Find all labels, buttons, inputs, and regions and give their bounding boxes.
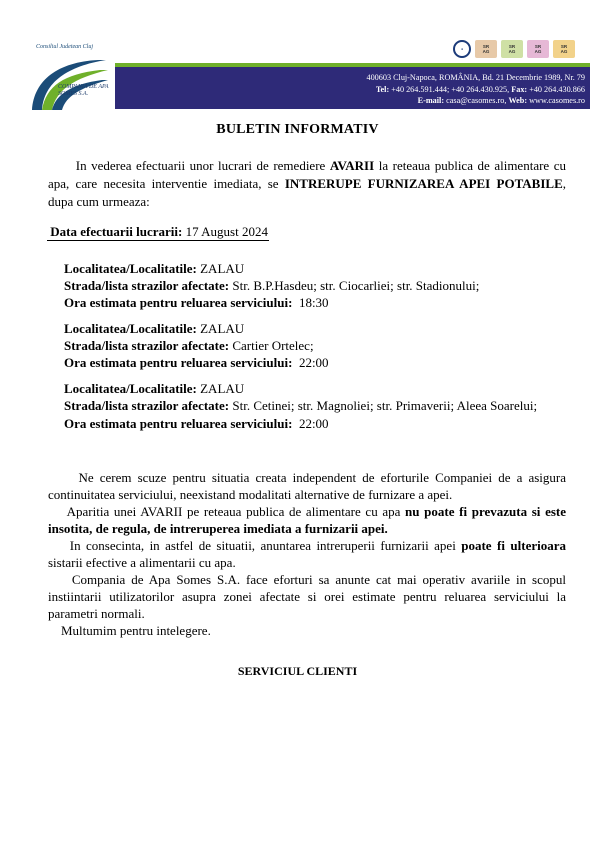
closing-text <box>48 469 566 639</box>
company-logo-text: COMPANIA DE APA SOMES S.A. <box>58 84 109 97</box>
certifications <box>453 40 575 58</box>
phone-fax: Tel: +40 264.591.444; +40 264.430.925, Fax: +40 264.430.866 <box>375 84 585 94</box>
web-link[interactable]: www.casomes.ro <box>529 96 585 105</box>
signature: SERVICIUL CLIENTI <box>237 664 358 678</box>
contact-band-accent <box>115 63 590 67</box>
certification-seal-icon: ● <box>453 40 471 58</box>
outage-notice-paragraph: Aparitia unei AVARII pe reteaua publica de alimentare cu apa nu poate fi prevazuta si este insotita, de regula, de intreruperea imediata a furnizarii apei. <box>48 504 567 536</box>
thanks-paragraph: Multumim pentru intelegere. <box>61 623 211 638</box>
certification-badge: SR AG <box>475 40 497 58</box>
outage-block: Localitatea/Localitatile: ZALAU Strada/lista strazilor afectate: Str. B.P.Hasdeu; str. Ciocarliei; str. Stadionului; Ora estimata pentru reluarea serviciului: 18:30 <box>64 261 480 310</box>
outage-block: Localitatea/Localitatile: ZALAU Strada/lista strazilor afectate: Str. Cetinei; str. Magnoliei; str. Primaverii; Aleea Soarelui; Ora estimata pentru reluarea serviciului: 22:00 <box>64 381 538 431</box>
email-web: E-mail: casa@casomes.ro, Web: www.casomes.ro <box>417 96 585 105</box>
certification-badge: SR AG <box>553 40 575 58</box>
certification-badge: SR AG <box>527 40 549 58</box>
page-title: BULETIN INFORMATIV <box>216 122 379 137</box>
council-name: Consiliul Judetean Cluj <box>36 44 93 50</box>
consequence-paragraph: In consecinta, in astfel de situatii, anuntarea intreruperii furnizarii apei poate fi ulterioara sistarii efective a alimentarii cu apa. <box>48 538 566 570</box>
company-logo-icon <box>28 52 128 112</box>
address: 400603 Cluj-Napoca, ROMÂNIA, Bd. 21 Decembrie 1989, Nr. 79 <box>366 73 585 82</box>
email-link[interactable]: casa@casomes.ro, <box>446 96 507 105</box>
apology-paragraph: Ne cerem scuze pentru situatia creata independent de eforturile Companiei de a asigura continuitatea serviciului, neexistand modalitati alternative de furnizare a apei. <box>48 470 566 502</box>
contact-info <box>366 72 585 107</box>
effort-paragraph: Compania de Apa Somes S.A. face eforturi sa anunte cat mai operativ avariile in scopul instiintarii utilizatorilor asupra zonei afectate si orei estimate pentru reluarea serviciului la parametri normali. <box>48 572 566 621</box>
certification-badge: SR AG <box>501 40 523 58</box>
intro-paragraph: In vederea efectuarii unor lucrari de remediere AVARII la reteaua publica de alimentare cu apa, care necesita interventie imediata, se INTRERUPE FURNIZAREA APEI POTABILE, dupa cum urmeaza: <box>48 158 567 209</box>
work-date: Data efectuarii lucrarii: 17 August 2024 <box>47 224 269 241</box>
outage-block: Localitatea/Localitatile: ZALAU Strada/lista strazilor afectate: Cartier Ortelec; Ora estimata pentru reluarea serviciului: 22:00 <box>64 321 329 370</box>
letterhead <box>0 0 595 115</box>
